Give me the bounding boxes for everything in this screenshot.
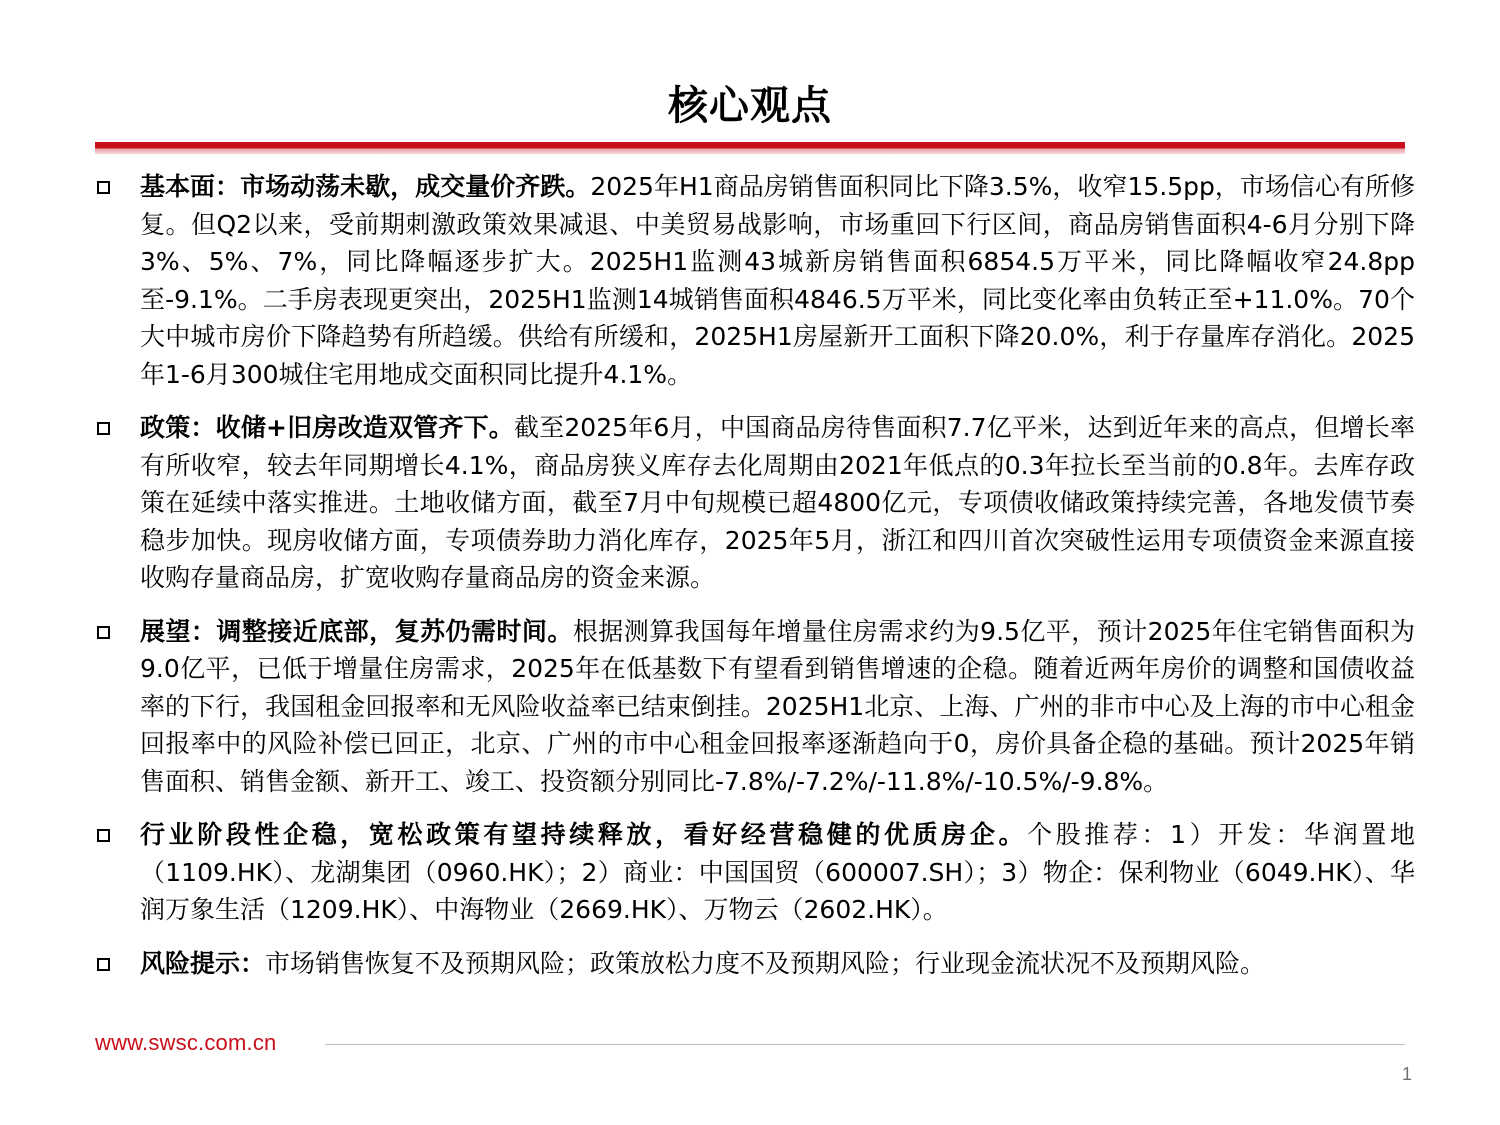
bullet-text bbox=[140, 613, 1415, 801]
bullet-text bbox=[140, 409, 1415, 597]
square-bullet-icon bbox=[97, 626, 110, 639]
bullet-text bbox=[140, 945, 1415, 983]
bullet-lead: 基本面：市场动荡未歇，成交量价齐跌。 bbox=[140, 172, 591, 201]
key-points bbox=[95, 168, 1415, 998]
square-bullet-icon bbox=[97, 829, 110, 842]
bullet-lead: 展望：调整接近底部，复苏仍需时间。 bbox=[140, 616, 573, 646]
bullet-body: 根据测算我国每年增量住房需求约为9.5亿平，预计2025年住宅销售面积为9.0亿平，已低于增量住房需求，2025年在低基数下有望看到销售增速的企稳。随着近两年房价的调整和国债收益率的下行，我国租金回报率和无风险收益率已结束倒挂。2025H1北京、上海、广州的非市中心及上海的市中心租金回报率中的风险补偿已回正，北京、广州的市中心租金回报率逐渐趋向于0，房价具备企稳的基础。预计2025年销售面积、销售金额、新开工、竣工、投资额分别同比-7.8%/-7.2%/-11.8%/-10.5%/-9.8%。 bbox=[140, 616, 1415, 796]
bullet-lead: 行业阶段性企稳，宽松政策有望持续释放，看好经营稳健的优质房企。 bbox=[140, 820, 1028, 849]
bullet-outlook bbox=[95, 613, 1415, 801]
bullet-text bbox=[140, 168, 1415, 393]
bullet-body: 个股推荐：1）开发：华润置地（1109.HK）、龙湖集团（0960.HK）；2）商业：中国国贸（600007.SH）；3）物企：保利物业（6049.HK）、华润万象生活（1209.HK）、中海物业（2669.HK）、万物云（2602.HK）。 bbox=[140, 820, 1415, 924]
page-title: 核心观点 bbox=[668, 83, 832, 129]
page-number: 1 bbox=[1401, 1064, 1412, 1084]
footer-divider bbox=[325, 1044, 1405, 1045]
bullet-lead: 政策：收储+旧房改造双管齐下。 bbox=[140, 413, 514, 442]
square-bullet-icon bbox=[97, 422, 110, 435]
bullet-body: 市场销售恢复不及预期风险；政策放松力度不及预期风险；行业现金流状况不及预期风险。 bbox=[265, 948, 1266, 978]
bullet-fundamentals bbox=[95, 168, 1415, 393]
square-bullet-icon bbox=[97, 181, 110, 194]
title-divider bbox=[95, 142, 1405, 154]
bullet-risks bbox=[95, 945, 1415, 983]
bullet-lead: 风险提示： bbox=[140, 948, 266, 978]
bullet-recommendations bbox=[95, 816, 1415, 929]
footer-website-link[interactable]: www.swsc.com.cn bbox=[95, 1030, 277, 1055]
bullet-text bbox=[140, 816, 1415, 929]
square-bullet-icon bbox=[97, 958, 110, 971]
bullet-policy bbox=[95, 409, 1415, 597]
bullet-body: 2025年H1商品房销售面积同比下降3.5%，收窄15.5pp，市场信心有所修复。但Q2以来，受前期刺激政策效果减退、中美贸易战影响，市场重回下行区间，商品房销售面积4-6月分别下降3%、5%、7%，同比降幅逐步扩大。2025H1监测43城新房销售面积6854.5万平米，同比降幅收窄24.8pp至-9.1%。二手房表现更突出，2025H1监测14城销售面积4846.5万平米，同比变化率由负转正至+11.0%。70个大中城市房价下降趋势有所趋缓。供给有所缓和，2025H1房屋新开工面积下降20.0%，利于存量库存消化。2025年1-6月300城住宅用地成交面积同比提升4.1%。 bbox=[140, 172, 1415, 389]
bullet-body: 截至2025年6月，中国商品房待售面积7.7亿平米，达到近年来的高点，但增长率有所收窄，较去年同期增长4.1%，商品房狭义库存去化周期由2021年低点的0.3年拉长至当前的0.8年。去库存政策在延续中落实推进。土地收储方面，截至7月中旬规模已超4800亿元，专项债收储政策持续完善，各地发债节奏稳步加快。现房收储方面，专项债券助力消化库存，2025年5月，浙江和四川首次突破性运用专项债资金来源直接收购存量商品房，扩宽收购存量商品房的资金来源。 bbox=[140, 413, 1415, 592]
